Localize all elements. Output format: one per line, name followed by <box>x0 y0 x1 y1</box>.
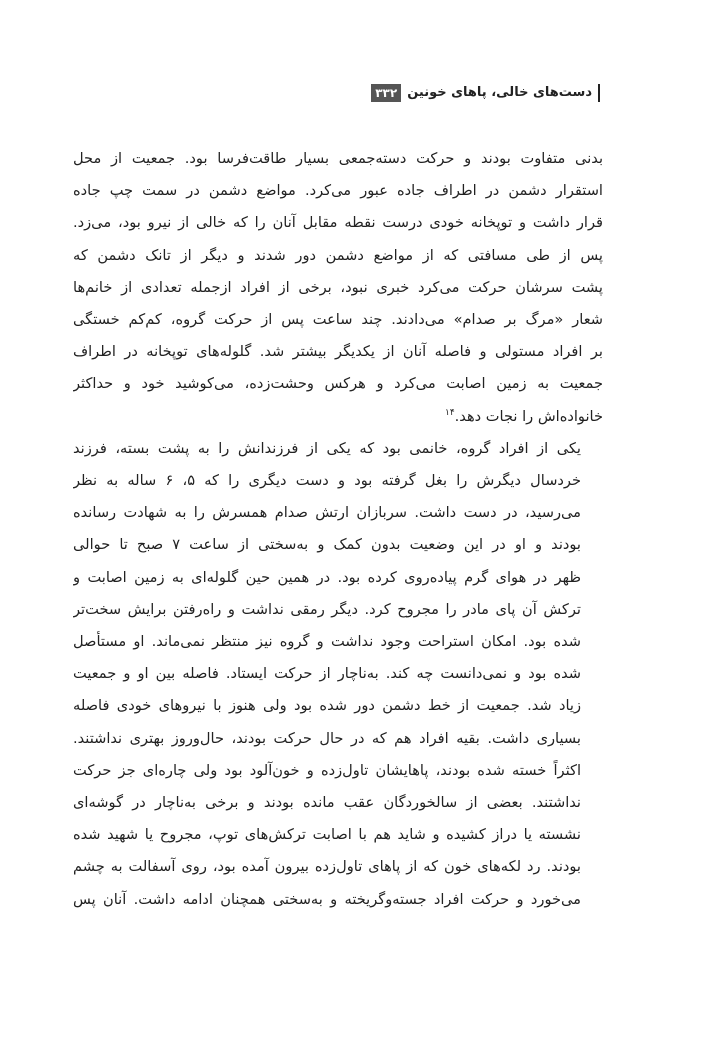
page-number: ۳۳۲ <box>371 84 401 102</box>
text-line: نداشتند. بعضی از سالخوردگان عقب مانده بودند و برخی به‌ناچار در گوشه‌ای <box>73 794 581 812</box>
text-line: پشت سرشان حرکت می‌کرد خبری نبود، برخی از افراد ازجمله تعدادی از خانم‌ها <box>73 278 603 296</box>
text-line: بدنی متفاوت بودند و حرکت دسته‌جمعی بسیار طاقت‌فرسا بود. جمعیت از محل <box>73 150 603 167</box>
text-line-last <box>73 401 603 433</box>
text-line: می‌خورد و حرکت افراد جسته‌وگریخته و به‌سختی همچنان ادامه داشت. آنان پس <box>73 890 581 908</box>
header-rule <box>598 84 600 102</box>
text-line: بر افراد مستولی و فاصله آنان از یکدیگر بیشتر شد. گلوله‌های توپخانه در اطراف <box>73 343 603 361</box>
text-line: خانواده‌اش را نجات دهد. <box>454 407 603 425</box>
text-line: پس از طی مسافتی که از مواضع دشمن دور شدند و دیگر از تانک دشمن که <box>73 246 603 264</box>
text-line: ظهر در هوای گرم پیاده‌روی کرده بود. در همین حین گلوله‌ای به زمین اصابت و <box>73 568 581 586</box>
text-line: نشسته یا دراز کشیده و شاید هم با اصابت ترکش‌های توپ، مجروح یا شهید شده <box>73 826 581 844</box>
text-line: بودند. رد لکه‌های خون که از پاهای تاول‌زده بیرون آمده بود، روی آسفالت به چشم <box>73 858 581 876</box>
text-line: شعار «مرگ بر صدام» می‌دادند. چند ساعت پس از حرکت گروه، کم‌کم خستگی <box>73 311 603 329</box>
text-line: استقرار دشمن در اطراف جاده عبور می‌کرد. مواضع دشمن در سمت چپ جاده <box>73 182 603 200</box>
text-line: اکثراً خسته شده بودند، پاهایشان تاول‌زده و خون‌آلود بود ولی چاره‌ای جز حرکت <box>73 761 581 779</box>
paragraph-1 <box>73 143 603 433</box>
running-header <box>371 84 600 102</box>
text-line: شده بود و نمی‌دانست چه کند. به‌ناچار از حرکت ایستاد. فاصله بین او و جمعیت <box>73 665 581 683</box>
text-line: زیاد شد. جمعیت از خط دشمن دور شده بود ولی هنوز با نیروهای خودی فاصله <box>73 697 581 715</box>
text-line: شده بود. امکان استراحت وجود نداشت و گروه نیز منتظر نمی‌ماند. او مستأصل <box>73 633 581 651</box>
paragraph-2 <box>73 433 603 916</box>
text-line: قرار داشت و توپخانه خودی درست نقطه مقابل آنان را که خالی از نیرو بود، می‌زد. <box>73 214 603 232</box>
text-line: بسیاری داشت. بقیه افراد هم که در حال حرکت بودند، حال‌وروز بهتری نداشتند. <box>73 729 581 747</box>
text-line: می‌رسید، در دست داشت. سربازان ارتش صدام همسرش را به شهادت رسانده <box>73 504 581 522</box>
body-text <box>73 143 603 916</box>
text-line: ترکش آن پای مادر را مجروح کرد. دیگر رمقی نداشت و راه‌رفتن برایش سخت‌تر <box>73 600 581 618</box>
text-line: جمعیت به زمین اصابت می‌کرد و هرکس وحشت‌زده، می‌کوشید خود و حداکثر <box>73 375 603 393</box>
footnote-reference: ۱۴ <box>445 407 455 418</box>
text-line: خردسال دیگرش را بغل گرفته بود و دست دیگری را که ۵، ۶ ساله به نظر <box>73 472 581 490</box>
text-line: بودند و او در این وضعیت بدون کمک و به‌سختی از ساعت ۷ صبح تا حوالی <box>73 536 581 554</box>
running-title: دست‌های خالی، پاهای خونین <box>407 85 592 100</box>
text-line: یکی از افراد گروه، خانمی بود که یکی از فرزندانش را به پشت بسته، فرزند <box>73 439 581 457</box>
